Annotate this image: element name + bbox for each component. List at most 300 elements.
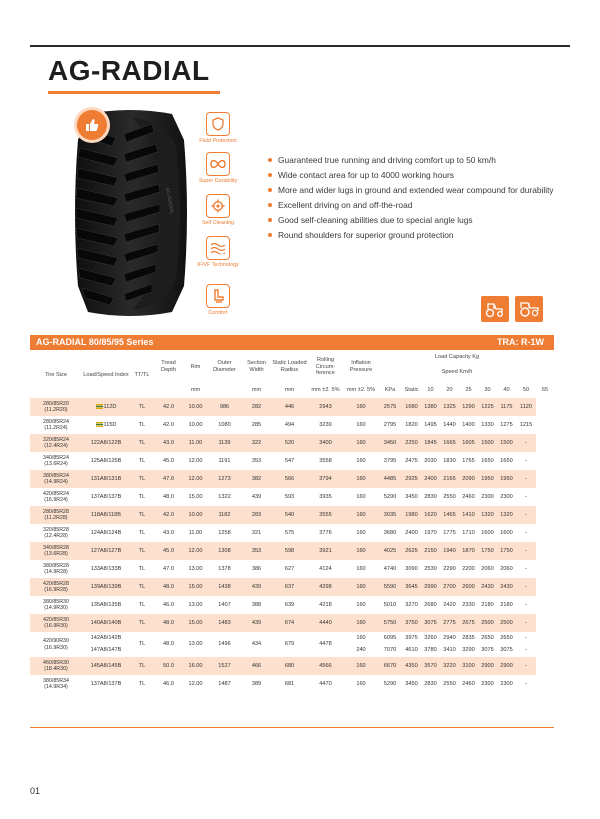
cell-tire-size: 420/85R28 (16.9R28) (30, 578, 82, 596)
cell-section-width: 439 (241, 614, 272, 632)
cell-static-radius: 679 (272, 632, 307, 657)
cell-load-speed: 139A8/139B (82, 578, 130, 596)
top-rule (30, 45, 570, 47)
cell-inflation: 160 (344, 560, 378, 578)
cell-load: 5290 (378, 488, 402, 506)
feature-super-durability: Super Durability (196, 152, 240, 184)
cell-load: - (516, 560, 536, 578)
cell-inflation: 160 (344, 614, 378, 632)
cell-load: 1500 (497, 434, 516, 452)
cell-tread-depth: 48.0 (154, 578, 183, 596)
table-row (30, 434, 554, 452)
cell-static-radius: 547 (272, 452, 307, 470)
cell-rim: 13.00 (183, 560, 208, 578)
cell-rolling-circ: 4298 (307, 578, 344, 596)
feature-column (196, 112, 240, 327)
cell-outer-diameter: 1191 (208, 452, 241, 470)
cell-load: 2250 (402, 434, 421, 452)
cell-section-width: 388 (241, 596, 272, 614)
cell-load: 1650 (497, 452, 516, 470)
speed-30: 30 (484, 386, 491, 393)
cell-load: 3750 (402, 614, 421, 632)
cell-load: 2180 (478, 596, 497, 614)
unit-section: mm (284, 386, 295, 393)
page-title: AG-RADIAL (48, 55, 210, 86)
cell-tire-size: 460/85R30 (18.4R30) (30, 657, 82, 675)
cell-load: 3035 (378, 506, 402, 524)
tractor-icon (515, 296, 543, 322)
cell-static-radius: 520 (272, 434, 307, 452)
cell-load: 6095 7070 (378, 632, 402, 657)
cell-outer-diameter: 1407 (208, 596, 241, 614)
cell-load: 2180 (497, 596, 516, 614)
cell-rim: 11.00 (183, 434, 208, 452)
cell-load: 2835 3290 (459, 632, 478, 657)
cell-section-width: 466 (241, 657, 272, 675)
cell-rim: 12.00 (183, 542, 208, 560)
table-row (30, 560, 554, 578)
tra-code: TRA: R-1W (497, 337, 544, 347)
cell-tire-size: 320/85R24 (12.4R24) (30, 434, 82, 452)
cell-load: - (516, 578, 536, 596)
cell-load: 4025 (378, 542, 402, 560)
cell-load: 4740 (378, 560, 402, 578)
cell-tire-size: 420/85R24 (16.9R24) (30, 488, 82, 506)
cell-load: 3450 (402, 675, 421, 693)
cell-inflation: 160 (344, 675, 378, 693)
cell-load: 3450 (402, 488, 421, 506)
cell-inflation: 160 (344, 578, 378, 596)
cell-load: 2090 (459, 470, 478, 488)
cell-load: 2300 (478, 488, 497, 506)
cell-static-radius: 627 (272, 560, 307, 578)
cell-static-radius: 598 (272, 542, 307, 560)
cell-rolling-circ: 3558 (307, 452, 344, 470)
cell-load: 2990 (421, 578, 440, 596)
cell-load: 2650 3075 (478, 632, 497, 657)
cell-rolling-circ: 2943 (307, 398, 344, 416)
cell-load-speed: 142A8/142B 147A8/147B (82, 632, 130, 657)
cell-load: 3450 (378, 434, 402, 452)
cell-load: 1120 (516, 398, 536, 416)
cell-section-width: 322 (241, 434, 272, 452)
cell-rolling-circ: 4470 (307, 675, 344, 693)
col-speed: Speed Km/h (441, 368, 473, 375)
cell-load: 1870 (459, 542, 478, 560)
cell-outer-diameter: 1139 (208, 434, 241, 452)
cell-load: 1215 (516, 416, 536, 434)
cell-rim: 13.00 (183, 632, 208, 657)
cell-load: 1620 (421, 506, 440, 524)
cell-load: 1380 (421, 398, 440, 416)
cell-tire-size: 420/85R30 (16.9R30) (30, 614, 82, 632)
cell-load: - (516, 452, 536, 470)
cell-load-speed: 135A8/135B (82, 596, 130, 614)
cell-load: 2430 (478, 578, 497, 596)
cell-tire-size: 380/85R30 (14.9R30) (30, 596, 82, 614)
cell-load: 1175 (497, 398, 516, 416)
cell-load: - (516, 596, 536, 614)
seat-icon (206, 284, 230, 308)
cell-inflation: 160 (344, 596, 378, 614)
unit-radius: mm ±2. 5% (311, 386, 340, 393)
cell-tread-depth: 47.0 (154, 560, 183, 578)
cell-load: 2830 (421, 675, 440, 693)
cell-load: 2775 (440, 614, 459, 632)
feature-comfort: Comfort (196, 284, 240, 316)
cell-inflation: 160 (344, 524, 378, 542)
col-section-width: Section Width (247, 360, 266, 373)
cell-rolling-circ: 3555 (307, 506, 344, 524)
cell-load: 1400 (459, 416, 478, 434)
cell-rolling-circ: 4566 (307, 657, 344, 675)
cell-tread-depth: 42.0 (154, 416, 183, 434)
table-row (30, 542, 554, 560)
cell-load: 2460 (459, 675, 478, 693)
feature-if-vf-technology: IF/VF Technology (196, 236, 240, 268)
col-tire-size: Tire Size (45, 371, 67, 378)
cell-load: 1600 (497, 524, 516, 542)
cell-tire-size: 420/90R30 (16.9R30) (30, 632, 82, 657)
shield-icon (206, 112, 230, 136)
cell-load-speed: 137A8/137B (82, 675, 130, 693)
cell-load: 4485 (378, 470, 402, 488)
table-row (30, 614, 554, 632)
col-rim: Rim (190, 363, 201, 370)
cell-section-width: 389 (241, 675, 272, 693)
cell-tttl: TL (130, 416, 154, 434)
cell-static-radius: 681 (272, 675, 307, 693)
cell-load: 2550 (440, 488, 459, 506)
cell-load: - (516, 488, 536, 506)
cell-tttl: TL (130, 434, 154, 452)
cell-load-speed: 115D (82, 416, 130, 434)
cell-inflation: 160 (344, 452, 378, 470)
cell-load: 1495 (421, 416, 440, 434)
cell-load: 5590 (378, 578, 402, 596)
cell-inflation: 160 240 (344, 632, 378, 657)
cell-load: 1845 (421, 434, 440, 452)
cell-load-speed: 125A8/125B (82, 452, 130, 470)
cell-outer-diameter: 1182 (208, 506, 241, 524)
cell-static-radius: 540 (272, 506, 307, 524)
unit-tread: mm (190, 386, 201, 393)
cell-load: 2300 (497, 488, 516, 506)
cell-static-radius: 566 (272, 470, 307, 488)
cell-load-speed: 137A8/137B (82, 488, 130, 506)
cell-rolling-circ: 3935 (307, 488, 344, 506)
flag-icon (96, 422, 103, 427)
cell-load: 3090 (402, 560, 421, 578)
cell-load: - (516, 470, 536, 488)
cell-rim: 12.00 (183, 675, 208, 693)
cell-rim: 10.00 (183, 416, 208, 434)
cell-static-radius: 575 (272, 524, 307, 542)
cell-outer-diameter: 1308 (208, 542, 241, 560)
cell-section-width: 386 (241, 560, 272, 578)
cell-load: 1325 (440, 398, 459, 416)
cell-load: 1320 (478, 506, 497, 524)
cell-load: 2550 (440, 675, 459, 693)
cell-tread-depth: 48.0 (154, 632, 183, 657)
cell-load: 2030 (421, 452, 440, 470)
bullet-item: Wide contact area for up to 4000 working hours (268, 170, 568, 180)
cell-load: 1940 (440, 542, 459, 560)
cell-load: 2680 (421, 596, 440, 614)
cell-static-radius: 639 (272, 596, 307, 614)
cell-load-speed: 140A8/140B (82, 614, 130, 632)
cell-rolling-circ: 3776 (307, 524, 344, 542)
cell-tread-depth: 45.0 (154, 452, 183, 470)
svg-text:AG-RADIAL: AG-RADIAL (164, 187, 175, 215)
cell-load: 1465 (440, 506, 459, 524)
cell-rolling-circ: 3921 (307, 542, 344, 560)
cell-load: - (516, 614, 536, 632)
waves-icon (206, 236, 230, 260)
cell-tread-depth: 46.0 (154, 675, 183, 693)
cell-load: 2900 (478, 657, 497, 675)
cell-load: 2900 (497, 657, 516, 675)
cell-load: 1710 (459, 524, 478, 542)
cell-load: 2400 (402, 524, 421, 542)
table-row (30, 578, 554, 596)
col-outer-diameter: Outer Diameter (213, 360, 236, 373)
cell-tttl: TL (130, 614, 154, 632)
cell-load: 2430 (497, 578, 516, 596)
cell-load: 1750 (478, 542, 497, 560)
cell-load: 2650 3075 (497, 632, 516, 657)
cell-rolling-circ: 4124 (307, 560, 344, 578)
cell-load: 5010 (378, 596, 402, 614)
cell-tttl: TL (130, 398, 154, 416)
col-static-radius: Static Loaded Radius (272, 360, 307, 373)
cell-rim: 10.00 (183, 398, 208, 416)
table-row (30, 398, 554, 416)
cell-static-radius: 680 (272, 657, 307, 675)
cell-tread-depth: 45.0 (154, 542, 183, 560)
cell-outer-diameter: 1080 (208, 416, 241, 434)
cell-load: 3570 (421, 657, 440, 675)
cell-section-width: 283 (241, 506, 272, 524)
cell-load: 3270 (402, 596, 421, 614)
cell-rolling-circ: 4440 (307, 614, 344, 632)
cell-rolling-circ: 3239 (307, 416, 344, 434)
cell-load-speed: 124A8/124B (82, 524, 130, 542)
cell-section-width: 382 (241, 470, 272, 488)
cell-outer-diameter: 1258 (208, 524, 241, 542)
cell-load: 2060 (497, 560, 516, 578)
cell-load: 2500 (497, 614, 516, 632)
cell-load: 1650 (478, 452, 497, 470)
gear-icon (206, 194, 230, 218)
cell-rolling-circ: 4218 (307, 596, 344, 614)
cell-tttl: TL (130, 542, 154, 560)
bullet-item: Good self-cleaning abilities due to special angle lugs (268, 215, 568, 225)
cell-load: 2200 (459, 560, 478, 578)
table-bottom-rule (30, 727, 554, 728)
feature-field-protection: Field Protection (196, 112, 240, 144)
cell-load: 2500 (478, 614, 497, 632)
cell-load: 3795 (378, 452, 402, 470)
cell-section-width: 353 (241, 542, 272, 560)
cell-load: 1830 (440, 452, 459, 470)
col-load-capacity: Load Capacity Kg (434, 353, 480, 360)
cell-load: 3975 4610 (402, 632, 421, 657)
speed-static: Static (404, 386, 419, 393)
table-row (30, 452, 554, 470)
cell-tttl: TL (130, 675, 154, 693)
cell-inflation: 160 (344, 542, 378, 560)
cell-tire-size: 280/85R24 (11.2R24) (30, 416, 82, 434)
cell-section-width: 321 (241, 524, 272, 542)
cell-tttl: TL (130, 506, 154, 524)
cell-inflation: 160 (344, 488, 378, 506)
cell-outer-diameter: 986 (208, 398, 241, 416)
cell-load-speed: 127A8/127B (82, 542, 130, 560)
tractor-plough-icon (481, 296, 509, 322)
cell-load: 2625 (402, 542, 421, 560)
speed-65: 65 (541, 386, 549, 393)
unit-outer: mm (251, 386, 262, 393)
cell-outer-diameter: 1483 (208, 614, 241, 632)
cell-load: 1440 (440, 416, 459, 434)
cell-inflation: 160 (344, 657, 378, 675)
cell-load-speed: 133A8/133B (82, 560, 130, 578)
cell-load: 2060 (478, 560, 497, 578)
cell-load: 1950 (497, 470, 516, 488)
cell-outer-diameter: 1496 (208, 632, 241, 657)
cell-tread-depth: 48.0 (154, 488, 183, 506)
cell-tread-depth: 46.0 (154, 596, 183, 614)
cell-tread-depth: 43.0 (154, 524, 183, 542)
cell-load: 1665 (440, 434, 459, 452)
cell-section-width: 353 (241, 452, 272, 470)
cell-tire-size: 280/85R20 (11.2R20) (30, 398, 82, 416)
table-row (30, 488, 554, 506)
unit-circ: mm ±2. 5% (346, 386, 376, 393)
feature-self-cleaning: Self Cleaning (196, 194, 240, 226)
cell-load: 2165 (440, 470, 459, 488)
cell-rim: 11.00 (183, 524, 208, 542)
speed-50: 50 (522, 386, 530, 393)
cell-load: 1775 (440, 524, 459, 542)
bullet-item: Excellent driving on and off-the-road (268, 200, 568, 210)
cell-tttl: TL (130, 470, 154, 488)
cell-tire-size: 280/85R28 (11.2R28) (30, 506, 82, 524)
table-row (30, 416, 554, 434)
cell-load: 2830 (421, 488, 440, 506)
table-body (30, 398, 554, 693)
cell-load: - (516, 542, 536, 560)
cell-inflation: 160 (344, 398, 378, 416)
bullet-item: Round shoulders for superior ground protection (268, 230, 568, 240)
speed-20: 20 (446, 386, 453, 393)
col-tread-depth: Tread Depth (161, 360, 176, 373)
cell-load: 2940 3410 (440, 632, 459, 657)
cell-load: 2700 (440, 578, 459, 596)
speed-10: 10 (427, 386, 434, 393)
cell-load: 5750 (378, 614, 402, 632)
cell-load-speed: 131A8/131B (82, 470, 130, 488)
cell-outer-diameter: 1487 (208, 675, 241, 693)
table-row (30, 596, 554, 614)
cell-tttl: TL (130, 488, 154, 506)
cell-rim: 12.00 (183, 470, 208, 488)
cell-load: 1290 (459, 398, 478, 416)
cell-load: - (516, 657, 536, 675)
cell-static-radius: 494 (272, 416, 307, 434)
table-row (30, 675, 554, 693)
cell-outer-diameter: 1438 (208, 578, 241, 596)
cell-load-speed: 122A8/122B (82, 434, 130, 452)
cell-tire-size: 380/85R34 (14.9R34) (30, 675, 82, 693)
cell-load-speed: 145A8/145B (82, 657, 130, 675)
cell-load: 1320 (497, 506, 516, 524)
cell-load: 1225 (478, 398, 497, 416)
cell-load: 1500 (478, 434, 497, 452)
series-name: AG-RADIAL 80/85/95 Series (36, 337, 154, 347)
cell-tread-depth: 50.0 (154, 657, 183, 675)
infinity-icon (206, 152, 230, 176)
bullet-item: More and wider lugs in ground and extended wear compound for durability (268, 185, 568, 195)
cell-load: 3220 (440, 657, 459, 675)
cell-load: 2475 (402, 452, 421, 470)
cell-load: 2330 (459, 596, 478, 614)
cell-tread-depth: 48.0 (154, 614, 183, 632)
cell-load: 1680 (402, 398, 421, 416)
cell-rim: 13.00 (183, 596, 208, 614)
cell-load: 2530 (421, 560, 440, 578)
cell-section-width: 434 (241, 632, 272, 657)
specification-table (30, 352, 554, 693)
cell-load: 1410 (459, 506, 478, 524)
unit-pressure: KPa (384, 386, 396, 393)
cell-tttl: TL (130, 524, 154, 542)
cell-load: 2420 (440, 596, 459, 614)
thumbs-up-icon (84, 117, 100, 133)
cell-load: 2460 (459, 488, 478, 506)
cell-outer-diameter: 1273 (208, 470, 241, 488)
bullet-item: Guaranteed true running and driving comfort up to 50 km/h (268, 155, 568, 165)
cell-section-width: 439 (241, 578, 272, 596)
cell-load: 3260 3780 (421, 632, 440, 657)
cell-load: 1820 (402, 416, 421, 434)
cell-rim: 15.00 (183, 614, 208, 632)
cell-load: 1275 (497, 416, 516, 434)
cell-tire-size: 340/85R28 (13.6R28) (30, 542, 82, 560)
thumbs-up-badge (77, 110, 107, 140)
cell-tttl: TL (130, 578, 154, 596)
table-row (30, 524, 554, 542)
cell-tttl: TL (130, 657, 154, 675)
cell-section-width: 439 (241, 488, 272, 506)
speed-25: 25 (465, 386, 472, 393)
cell-outer-diameter: 1527 (208, 657, 241, 675)
cell-load: 3100 (459, 657, 478, 675)
table-row (30, 506, 554, 524)
cell-load: 1980 (402, 506, 421, 524)
cell-inflation: 160 (344, 416, 378, 434)
col-tttl: TT/TL (134, 371, 150, 378)
cell-inflation: 160 (344, 470, 378, 488)
cell-tread-depth: 47.0 (154, 470, 183, 488)
cell-load: 1330 (478, 416, 497, 434)
cell-load: 3645 (402, 578, 421, 596)
cell-load: 2150 (421, 542, 440, 560)
table-row (30, 470, 554, 488)
cell-static-radius: 593 (272, 488, 307, 506)
title-underline (48, 91, 220, 94)
